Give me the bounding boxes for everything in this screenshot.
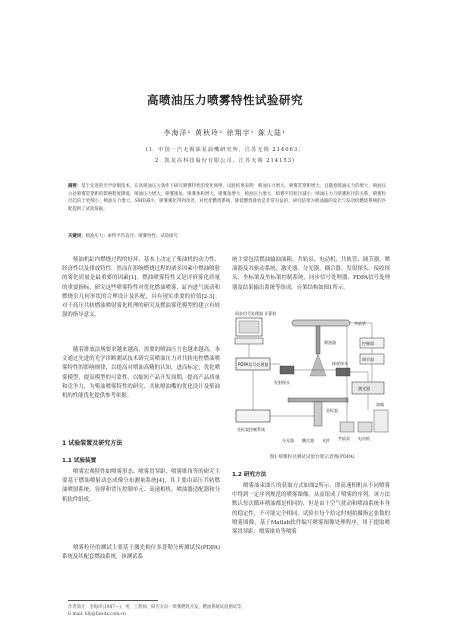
coordinate-frame [288, 398, 348, 402]
keywords-text: 喷油压力；索特平均直径；喷雾特性；试验研究 [85, 234, 178, 239]
abstract-block [68, 183, 386, 213]
affiliation-2: 2. 凯龙高科技股份有限公司，江苏无锡 214153) [154, 158, 296, 164]
coordinate-frame-post [314, 402, 322, 426]
pdpa-test-bench-figure [232, 310, 392, 450]
oil-tank [374, 410, 388, 432]
motor-box [358, 422, 372, 432]
footnote-email: E-mail: hly@fawdx.com.cn [68, 612, 126, 617]
paper-title: 高喷油压力喷雾特性试验研究 [147, 93, 303, 107]
figure-caption: 图1 喷雾粒径测试试验台架示意图(PDPA) [269, 455, 355, 460]
emitter-label: 发射探头 [274, 380, 290, 385]
signal-processor-label: PDPA信号处理器 [238, 362, 269, 367]
keywords-block [68, 233, 386, 241]
affiliation-1: (1. 中国一汽无锡油泵油嘴研究所，江苏无锡 214063； [145, 147, 305, 153]
intro-paragraph-2: 随着排放法规要求越来越高，需要的喷油压力也越来越高，本文通过先进的光学诊断测试技术研究高喷油压力对共轨电控燃油喷雾特性的影响规律，以提高对喷油高精的认知，进而标定，优化喷雾模型，提高模型的可靠性，以缩短产品开发周期，提高产品质量和竞争力，为柴油喷雾特性的研究、共轨喷油嘴的优化设计及柴油机的性能优化提供参考依据。 [62, 347, 220, 400]
apparatus-paragraph: 喷雾宏观特性如喷雾形态、喷雾贯穿距、喷雾锥角等的研究主要基于燃油喷射动态成像分布测量系统[4]，其主要由高压共轨燃油喷射系统、容弹和背压控制单元、高速相机、喷油器适配器和分析软件组成。 [62, 469, 220, 503]
splitter-label: 分光器 [282, 438, 294, 443]
computer-icon [235, 318, 263, 344]
oil-tank-label: 油箱 [376, 402, 384, 407]
abstract-text: 基于先进的光学诊断技术，在高喷油压力条件下研究喷雾特性的变化规律。试验结果表明：喷油压力增大，喷雾贯穿距增大；且随着喷油压力的增大，喷油压力对喷雾贯穿距的影响程度降低；喷油压力增大，喷雾锥角、喷雾体积增大，喷雾角增大；喷油压力增大，喷雾平均粒径减小；喷油压力与喷雾粒径的关系，喷雾粒径趋向于更细小；喷油压力增大，SMD减小，喷雾雾化得到改善，对优化燃烧系统、降低燃烧排放是非常有益的；研究结果为喷油器的设计与发动机燃烧系统的匹配提供了试验依据。 [68, 184, 386, 212]
system-paragraph: 统主要包括燃油输油油箱、共轨泵、电动机、共轨管、调节器、喷油器及其驱动系统、激光器、分光器、耦合器、发射探头、接收探头、坐标架及坐标架控制系统、同步信号处理器、PDPA信号处理器及结果输出系统等组成。台架结构如图1所示。 [232, 257, 390, 291]
fiber-label: 光纤 [322, 438, 330, 443]
coupler-label: 耦合器 [302, 438, 314, 443]
subsection-heading-1-1: 1.1 试验装置 [62, 458, 97, 464]
intro-paragraph: 柴油机缸内燃烧过程的好坏，基本上决定了柴油机的动力性、经济性以及排放特性，然而在影响燃烧过程的诸多因素中燃油喷射的雾化质量是最重要的因素[1]。燃油喷雾特性又是评价雾化质量的重要指标，研究这些喷雾特性对优化燃油喷雾、缸内进气流动和燃烧室几何形状的合理设计及匹配，具有现实重要的价值[2-3]。对于高压共轨燃油喷射雾化机理的研究及燃油雾化模型的建立有较强的指导意义。 [62, 257, 220, 319]
common-rail [292, 320, 350, 326]
regulator-label: 调节器 [362, 357, 374, 362]
coord-controller-box [236, 410, 270, 422]
emitter-probe [280, 366, 294, 374]
coord-label: 坐标架 [326, 408, 338, 413]
spray-plume [310, 354, 326, 376]
computer-label: 同步信号处理器 计算机 [235, 311, 277, 316]
footnote-author: 作者简介：李海洋(1987—)，男，工程师，研究方向：喷雾燃烧开发，燃油系统试验测试等。 [68, 605, 246, 610]
injector-label: 喷油器 [324, 340, 336, 345]
motor-label: 电动机 [358, 436, 370, 441]
pump-label: 共轨泵 [338, 436, 350, 441]
subsection-heading-1-2: 1.2 研究方法 [232, 472, 267, 478]
rail-label: 共轨管 [354, 321, 366, 326]
controller-label: 控制器 [362, 341, 374, 346]
pump-box [340, 422, 354, 432]
section-heading-1: 1 试验装置及研究方法 [62, 440, 123, 447]
coord-controller-label: 坐标架控制系统 [237, 427, 265, 432]
receiver-label: 接收探头 [332, 361, 348, 366]
footnote-rule [68, 600, 158, 601]
injector-body [316, 326, 320, 354]
abstract-label: 摘要： [68, 184, 82, 189]
keywords-label: 关键词： [68, 234, 86, 239]
pdpa-paragraph: 喷雾粒径的测试主要基于激光相位多普勒分析测试仪(PDPA)系统及其配套燃油系统，该测试系 [62, 545, 220, 561]
footnote [68, 604, 388, 618]
author-list: 李海洋¹ 黄秋玲² 徐翔宇¹ 陈大陆¹ [163, 129, 287, 137]
receiver-probe [336, 368, 350, 376]
connection-lines [249, 323, 372, 422]
laser-label: 激光器 [358, 386, 370, 391]
method-paragraph: 喷雾油束图片的获取方式如图2所示，即高速相机从不同喷雾中得到一定序列规范的喷雾图像，从而组成了喷雾的序列。该方法默认每次循环喷油都是相同的，但是由于空气扰动和喷油系统本身的稳定性，不可能完全相同，试验在每个给定时刻拍摄指定张数的喷雾图像，基于Matlab软件编写喷雾图像处理程序，用于提取喷雾贯穿距、喷雾锥角等喷雾 [232, 483, 390, 536]
